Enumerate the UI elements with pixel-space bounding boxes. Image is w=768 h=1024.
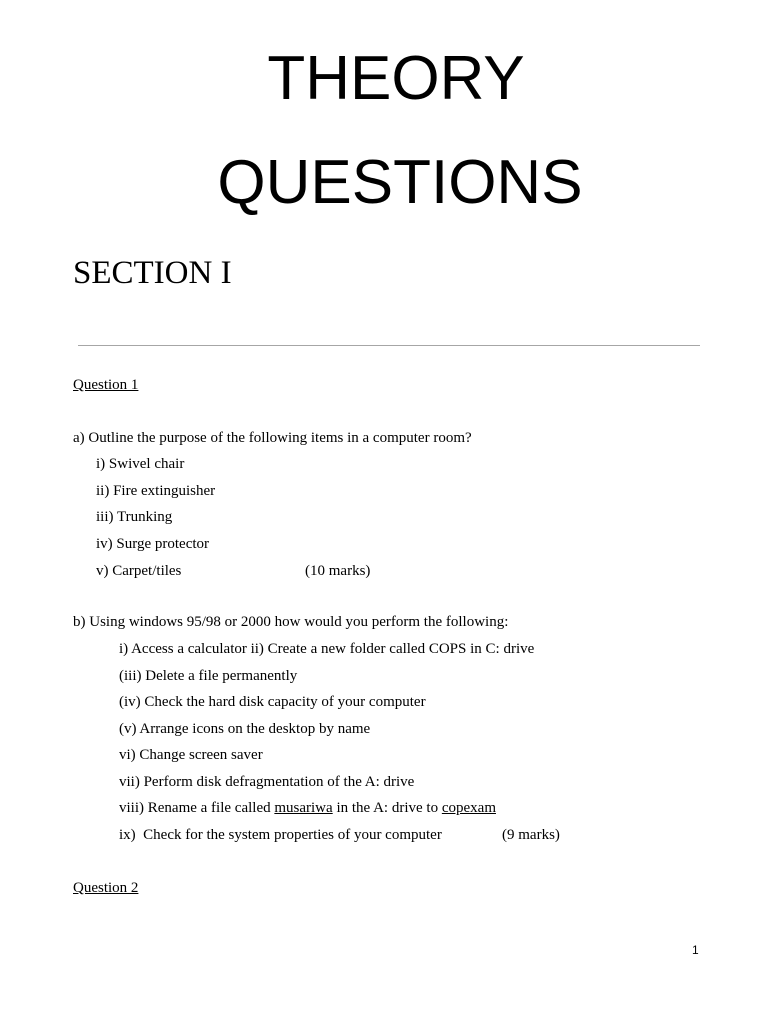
q1-a-item: v) Carpet/tiles [96, 563, 182, 579]
q1-b-item: ix) Check for the system properties of your computer [119, 827, 442, 843]
filename-musariwa: musariwa [274, 800, 333, 816]
horizontal-rule [78, 345, 700, 346]
q1-a-item: ii) Fire extinguisher [96, 483, 216, 499]
q1-a-marks: (10 marks) [305, 563, 371, 579]
q1-b-intro: b) Using windows 95/98 or 2000 how would you perform the following: [73, 614, 509, 630]
q1-b-item-8-mid: in the A: drive to [332, 800, 442, 816]
q1-b-item-8-pre: viii) Rename a file called [119, 800, 275, 816]
title-line-1: THEORY [267, 44, 525, 113]
question-1-heading: Question 1 [73, 377, 139, 393]
q1-b-marks: (9 marks) [502, 827, 560, 843]
q1-b-item-8 [119, 799, 496, 817]
q1-b-item: (v) Arrange icons on the desktop by name [119, 721, 371, 737]
q1-a-item: iv) Surge protector [96, 536, 210, 552]
title-line-2: QUESTIONS [217, 148, 583, 217]
page-number: 1 [692, 943, 699, 957]
section-heading: SECTION I [73, 255, 232, 291]
q1-b-item: vi) Change screen saver [119, 747, 263, 763]
q1-b-item: vii) Perform disk defragmentation of the A: drive [119, 774, 415, 790]
q1-a-item: iii) Trunking [96, 509, 173, 525]
q1-b-item: i) Access a calculator ii) Create a new folder called COPS in C: drive [119, 641, 535, 657]
question-2-heading: Question 2 [73, 880, 139, 896]
filename-copexam: copexam [441, 800, 496, 816]
q1-b-item: (iii) Delete a file permanently [119, 668, 298, 684]
q1-a-item: i) Swivel chair [96, 456, 185, 472]
q1-a-intro: a) Outline the purpose of the following items in a computer room? [73, 430, 472, 446]
q1-b-item: (iv) Check the hard disk capacity of your computer [119, 694, 426, 710]
